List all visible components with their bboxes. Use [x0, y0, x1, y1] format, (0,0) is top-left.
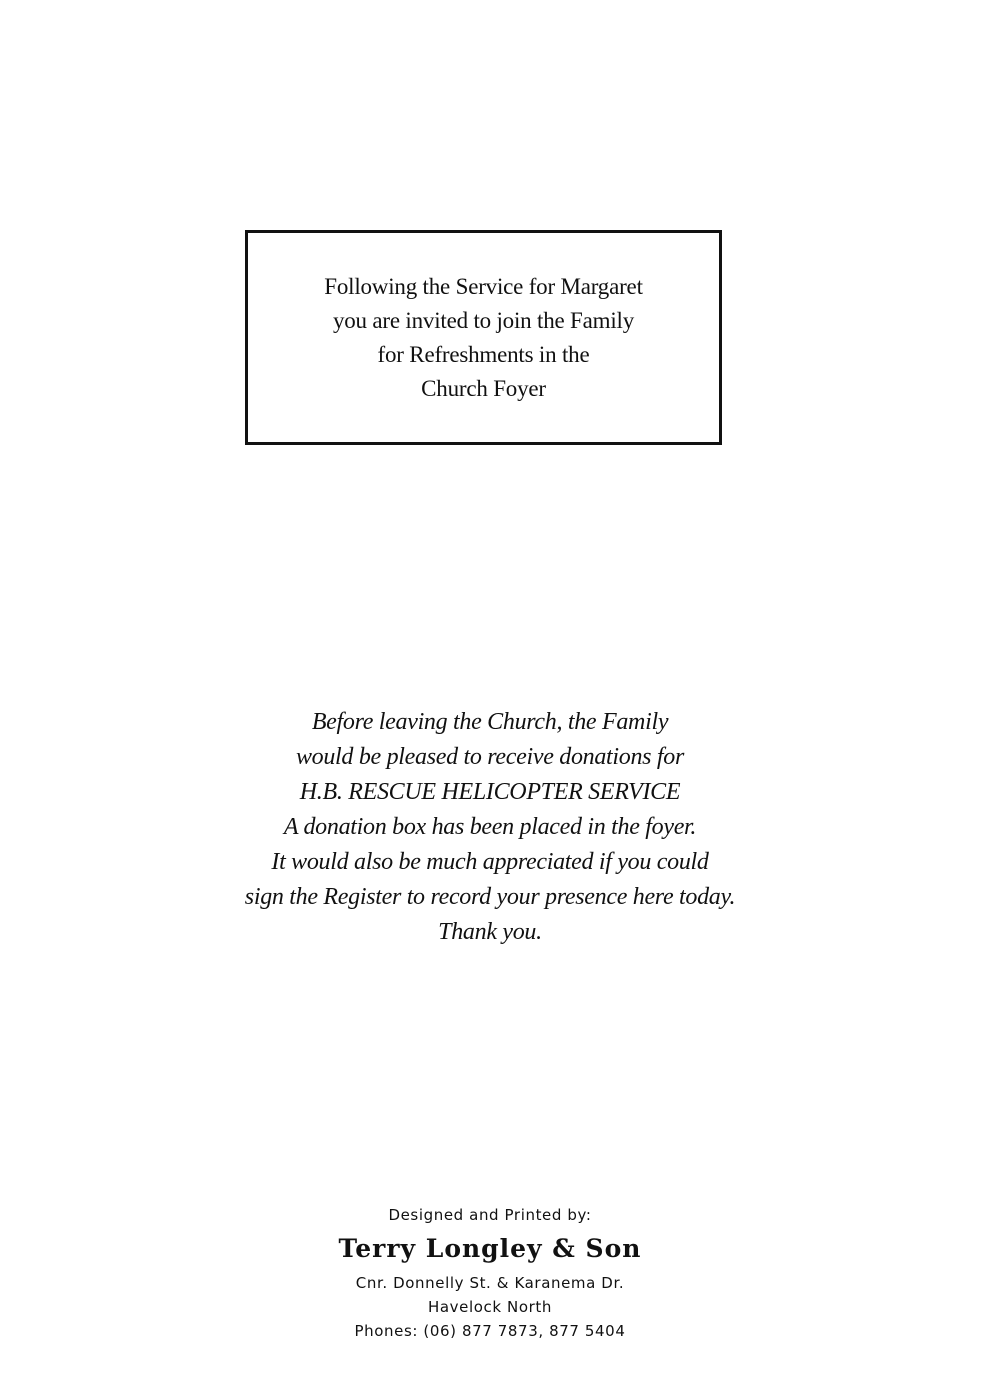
notice-line: for Refreshments in the — [377, 342, 590, 367]
printer-credit — [250, 1203, 730, 1343]
refreshments-notice-text — [248, 270, 719, 406]
notice-line: Following the Service for Margaret — [324, 274, 643, 299]
donation-line: It would also be much appreciated if you could — [271, 849, 709, 875]
designed-by-label: Designed and Printed by: — [388, 1206, 592, 1224]
printer-phones: Phones: (06) 877 7873, 877 5404 — [354, 1322, 626, 1340]
donation-line: Before leaving the Church, the Family — [311, 709, 669, 735]
donation-line: would be pleased to receive donations for — [295, 744, 685, 770]
donation-line: A donation box has been placed in the foyer. — [283, 814, 697, 840]
donation-message — [180, 705, 800, 950]
notice-line: Church Foyer — [421, 376, 546, 401]
printer-firm-name: Terry Longley & Son — [338, 1234, 642, 1263]
donation-line: Thank you. — [438, 919, 542, 945]
printer-address-line: Cnr. Donnelly St. & Karanema Dr. — [355, 1274, 625, 1292]
donation-line: sign the Register to record your presence here today. — [244, 884, 736, 910]
notice-line: you are invited to join the Family — [332, 308, 635, 333]
printer-address-line: Havelock North — [428, 1298, 552, 1316]
refreshments-notice-box — [245, 230, 722, 445]
donation-line: H.B. RESCUE HELICOPTER SERVICE — [299, 779, 681, 805]
